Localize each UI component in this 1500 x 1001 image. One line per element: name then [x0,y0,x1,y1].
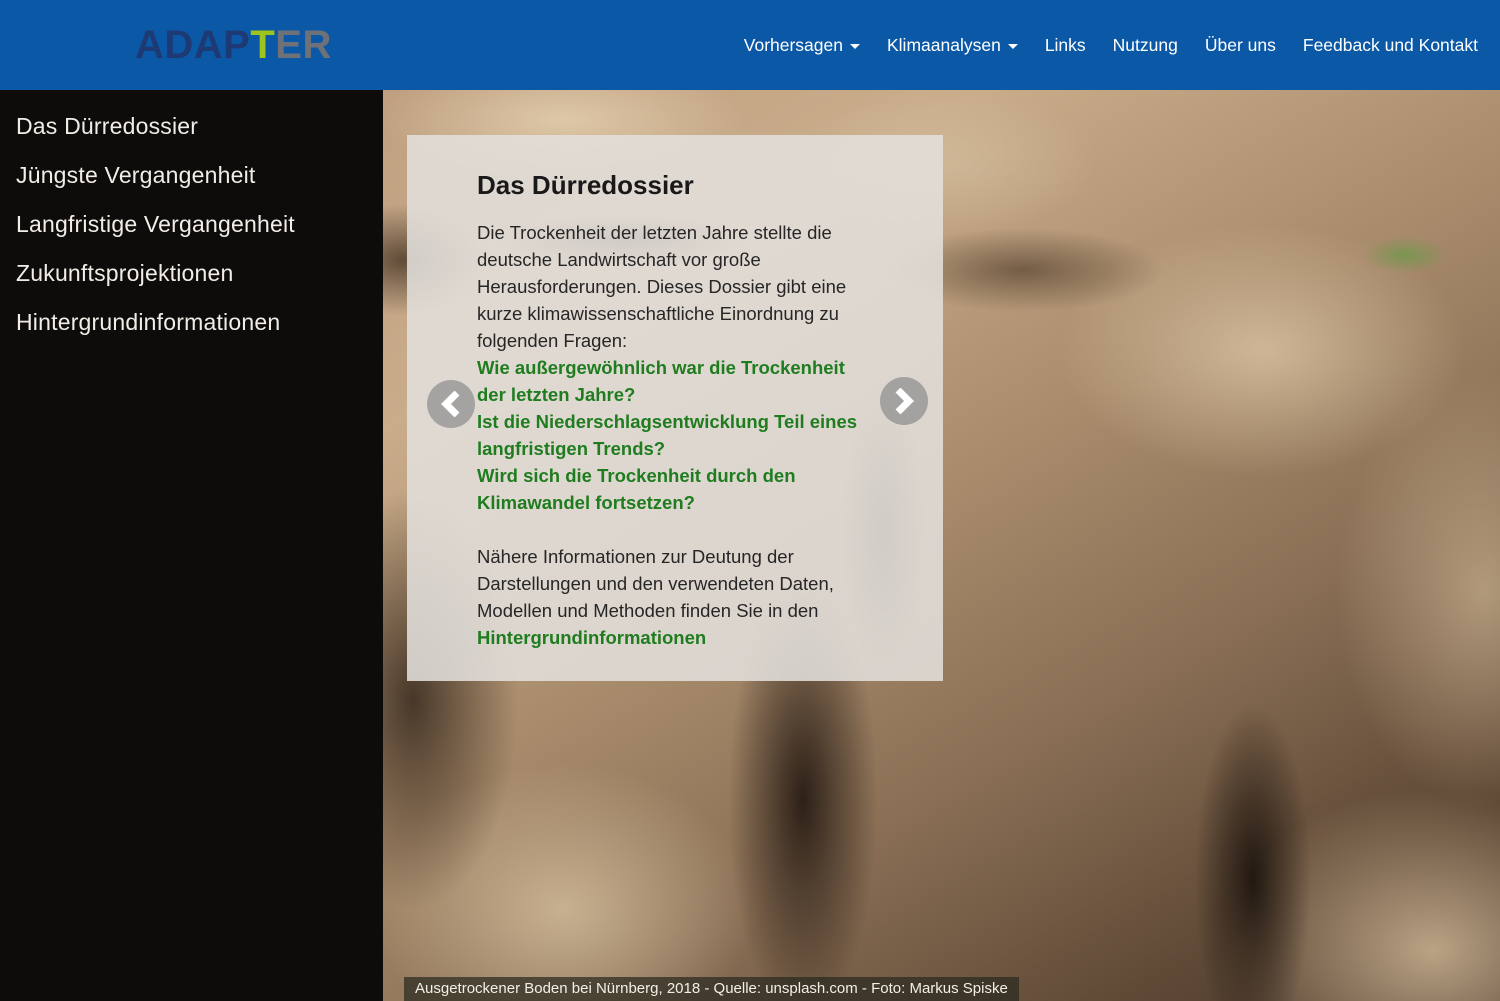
carousel-prev-button[interactable] [427,380,475,428]
sidebar-item-zukunftsprojektionen[interactable]: Zukunftsprojektionen [16,260,234,286]
nav-item-links[interactable] [1045,35,1086,56]
nav-item-label: Über uns [1204,34,1276,55]
card-outro-text: Nähere Informationen zur Deutung der Darstellungen und den verwendeten Daten, Modellen und Methoden finden Sie in den [477,546,834,621]
nav-item-klimaanalysen[interactable] [887,35,1018,56]
logo-part-accent: T [250,23,276,67]
nav-item-label: Links [1044,34,1086,55]
card-text [477,219,873,651]
sidebar-item-langfristige-vergangenheit[interactable]: Langfristige Vergangenheit [16,211,295,237]
page-body [0,90,1500,1001]
adapter-logo[interactable] [135,25,332,65]
nav-item-ueber-uns[interactable] [1205,35,1276,56]
chevron-left-icon [441,391,461,417]
question-link-klimawandel[interactable]: Wird sich die Trockenheit durch den Klimawandel fortsetzen? [477,465,796,513]
dossier-carousel-card [407,135,943,681]
card-intro: Die Trockenheit der letzten Jahre stellte die deutsche Landwirtschaft vor große Herausforderungen. Dieses Dossier gibt eine kurze klimawissenschaftliche Einordnung zu folgenden Fragen: [477,222,847,351]
card-outro [477,543,873,651]
nav-item-label: Feedback und Kontakt [1302,34,1478,55]
card-question-links [477,354,873,516]
logo-part-secondary: ER [275,23,332,67]
nav-item-nutzung[interactable] [1113,35,1178,56]
nav-item-label: Nutzung [1112,34,1178,55]
question-link-niederschlagsentwicklung[interactable]: Ist die Niederschlagsentwicklung Teil eines langfristigen Trends? [477,411,858,459]
card-title: Das Dürredossier [477,170,694,200]
top-header [0,0,1500,90]
nav-item-feedback-und-kontakt[interactable] [1303,35,1478,56]
nav-item-vorhersagen[interactable] [744,35,860,56]
chevron-down-icon [850,44,860,49]
sidebar-item-hintergrundinformationen[interactable]: Hintergrundinformationen [16,309,281,335]
main-content [383,90,1500,1001]
question-link-trockenheit[interactable]: Wie außergewöhnlich war die Trockenheit der letzten Jahre? [477,357,845,405]
chevron-right-icon [894,388,914,414]
photo-caption: Ausgetrockener Boden bei Nürnberg, 2018 - Quelle: unsplash.com - Foto: Markus Spiske [404,977,1019,1001]
nav-item-label: Klimaanalysen [887,34,1001,55]
chevron-down-icon [1008,44,1018,49]
sidebar-item-juengste-vergangenheit[interactable]: Jüngste Vergangenheit [16,162,256,188]
nav-item-label: Vorhersagen [743,34,843,55]
top-navigation [744,35,1478,56]
carousel-next-button[interactable] [880,377,928,425]
sidebar-item-das-duerredossier[interactable]: Das Dürredossier [16,113,199,139]
logo-part-primary: ADAP [135,23,251,67]
hintergrundinformationen-link[interactable]: Hintergrundinformationen [477,627,707,648]
sidebar [0,90,383,1001]
